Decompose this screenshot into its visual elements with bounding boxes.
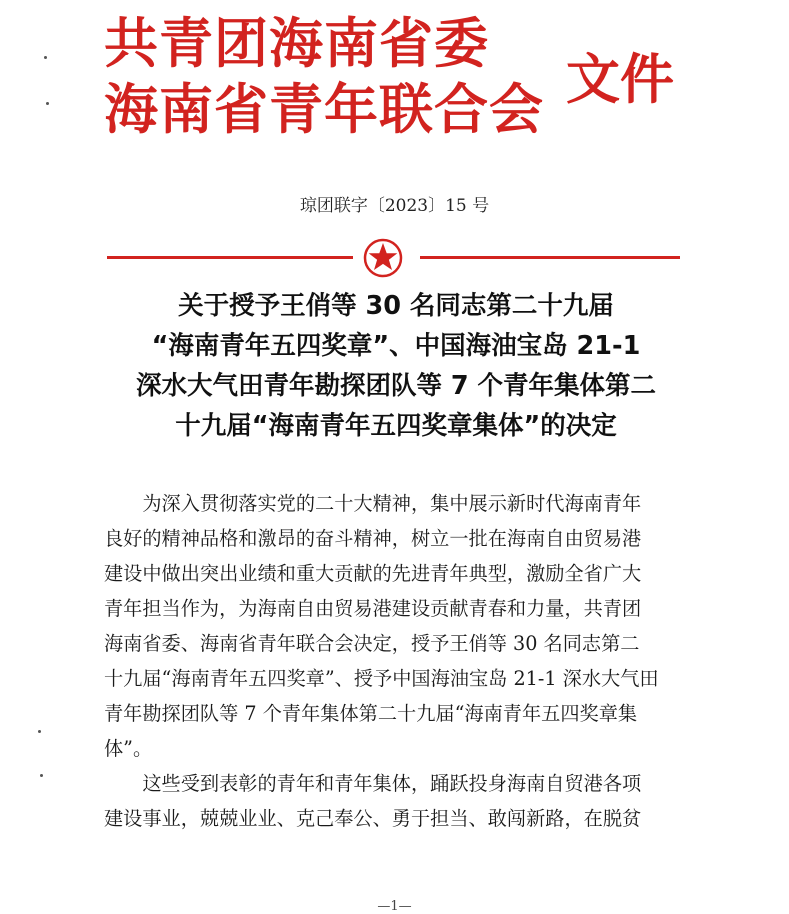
document-type: 文件 bbox=[566, 48, 674, 111]
body-line: 体”。 bbox=[104, 737, 153, 760]
star-icon bbox=[363, 238, 403, 278]
issuer-line-2: 海南省青年联合会 bbox=[104, 78, 544, 141]
page-number: —1— bbox=[377, 899, 412, 914]
body-line: 青年勘探团队等 7 个青年集体第二十九届“海南青年五四奖章集 bbox=[104, 702, 638, 725]
body-line: 青年担当作为，为海南自由贸易港建设贡献青春和力量，共青团 bbox=[104, 597, 642, 620]
scan-speck bbox=[38, 730, 41, 733]
title-line: 关于授予王俏等 30 名同志第二十九届 bbox=[178, 291, 614, 321]
issuer-line-1: 共青团海南省委 bbox=[104, 12, 489, 75]
body-line: 建设中做出突出业绩和重大贡献的先进青年典型，激励全省广大 bbox=[104, 562, 642, 585]
body-line: 海南省委、海南省青年联合会决定，授予王俏等 30 名同志第二 bbox=[104, 632, 640, 655]
title-line: 深水大气田青年勘探团队等 7 个青年集体第二 bbox=[136, 371, 656, 401]
red-rule-left bbox=[107, 256, 353, 259]
red-rule-right bbox=[420, 256, 680, 259]
document-number: 琼团联字〔2023〕15 号 bbox=[299, 196, 490, 216]
title-line: “海南青年五四奖章”、中国海油宝岛 21-1 bbox=[151, 331, 641, 361]
body-line: 良好的精神品格和激昂的奋斗精神，树立一批在海南自由贸易港 bbox=[104, 527, 642, 550]
body-line: 这些受到表彰的青年和青年集体，踊跃投身海南自贸港各项 bbox=[104, 772, 642, 795]
document-title bbox=[96, 286, 696, 446]
issuer-names bbox=[104, 12, 554, 144]
scan-speck bbox=[44, 56, 47, 59]
scan-speck bbox=[40, 774, 43, 777]
body-line: 为深入贯彻落实党的二十大精神，集中展示新时代海南青年 bbox=[104, 492, 642, 515]
body-line: 十九届“海南青年五四奖章”、授予中国海油宝岛 21-1 深水大气田 bbox=[104, 667, 659, 690]
body-line: 建设事业，兢兢业业、克己奉公、勇于担当、敢闯新路，在脱贫 bbox=[104, 807, 642, 830]
scan-speck bbox=[46, 102, 49, 105]
title-line: 十九届“海南青年五四奖章集体”的决定 bbox=[175, 411, 617, 441]
document-body bbox=[104, 486, 702, 836]
